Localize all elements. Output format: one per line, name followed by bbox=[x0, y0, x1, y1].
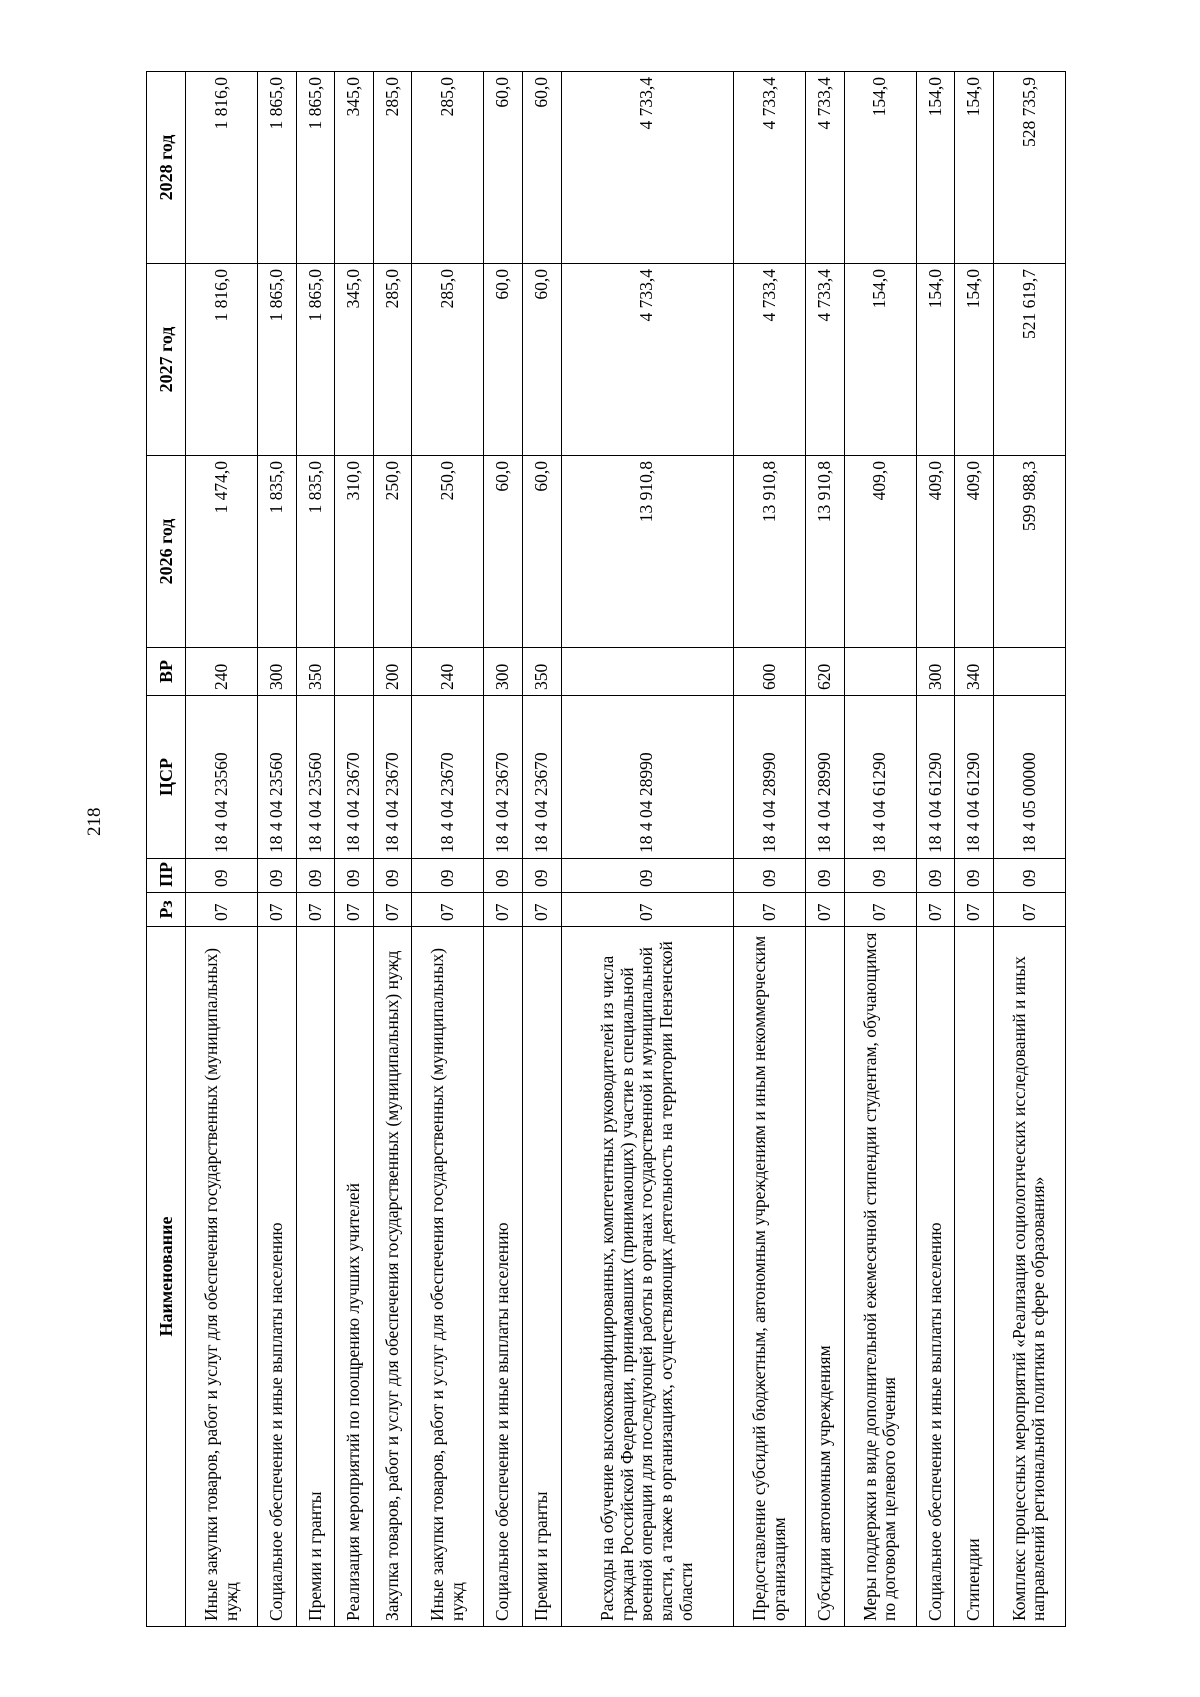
cell-2027: 4 733,4 bbox=[734, 264, 806, 456]
cell-2026: 13 910,8 bbox=[806, 456, 845, 648]
cell-2027: 4 733,4 bbox=[806, 264, 845, 456]
cell-csr: 18 4 04 23670 bbox=[335, 696, 374, 859]
cell-vr: 300 bbox=[484, 648, 523, 696]
cell-vr: 340 bbox=[955, 648, 994, 696]
cell-name: Премии и гранты bbox=[522, 927, 561, 1627]
cell-vr: 300 bbox=[258, 648, 297, 696]
cell-2028: 1 865,0 bbox=[296, 72, 335, 264]
table-row bbox=[522, 72, 561, 1627]
cell-vr bbox=[844, 648, 916, 696]
table-row bbox=[734, 72, 806, 1627]
header-2028: 2028 год bbox=[147, 72, 186, 264]
cell-rz: 07 bbox=[916, 893, 955, 927]
table-row bbox=[484, 72, 523, 1627]
cell-pr: 09 bbox=[561, 859, 733, 893]
cell-csr: 18 4 04 23560 bbox=[296, 696, 335, 859]
cell-vr: 200 bbox=[373, 648, 412, 696]
table-row bbox=[993, 72, 1065, 1627]
cell-vr: 600 bbox=[734, 648, 806, 696]
table-row bbox=[335, 72, 374, 1627]
header-2027: 2027 год bbox=[147, 264, 186, 456]
cell-name: Закупка товаров, работ и услуг для обеспечения государственных (муниципальных) нужд bbox=[373, 927, 412, 1627]
cell-2026: 310,0 bbox=[335, 456, 374, 648]
cell-2028: 60,0 bbox=[484, 72, 523, 264]
cell-vr bbox=[335, 648, 374, 696]
cell-pr: 09 bbox=[844, 859, 916, 893]
cell-2027: 345,0 bbox=[335, 264, 374, 456]
cell-2027: 1 865,0 bbox=[258, 264, 297, 456]
rotated-table-frame bbox=[146, 71, 1066, 1627]
cell-2026: 1 474,0 bbox=[186, 456, 258, 648]
cell-pr: 09 bbox=[955, 859, 994, 893]
cell-pr: 09 bbox=[296, 859, 335, 893]
cell-rz: 07 bbox=[844, 893, 916, 927]
cell-2028: 154,0 bbox=[844, 72, 916, 264]
cell-2028: 154,0 bbox=[955, 72, 994, 264]
cell-2028: 1 865,0 bbox=[258, 72, 297, 264]
cell-pr: 09 bbox=[373, 859, 412, 893]
cell-name: Социальное обеспечение и иные выплаты населению bbox=[484, 927, 523, 1627]
cell-pr: 09 bbox=[186, 859, 258, 893]
header-csr: ЦСР bbox=[147, 696, 186, 859]
cell-2028: 4 733,4 bbox=[561, 72, 733, 264]
cell-name: Иные закупки товаров, работ и услуг для обеспечения государственных (муниципальных) нужд bbox=[412, 927, 484, 1627]
cell-csr: 18 4 05 00000 bbox=[993, 696, 1065, 859]
cell-2027: 154,0 bbox=[844, 264, 916, 456]
cell-2027: 60,0 bbox=[484, 264, 523, 456]
table-row bbox=[412, 72, 484, 1627]
cell-name: Социальное обеспечение и иные выплаты населению bbox=[916, 927, 955, 1627]
cell-2028: 154,0 bbox=[916, 72, 955, 264]
cell-rz: 07 bbox=[258, 893, 297, 927]
header-name: Наименование bbox=[147, 927, 186, 1627]
cell-name: Предоставление субсидий бюджетным, автономным учреждениям и иным некоммерческим организациям bbox=[734, 927, 806, 1627]
cell-name: Субсидии автономным учреждениям bbox=[806, 927, 845, 1627]
cell-pr: 09 bbox=[484, 859, 523, 893]
table-row bbox=[186, 72, 258, 1627]
cell-csr: 18 4 04 23670 bbox=[522, 696, 561, 859]
cell-vr: 300 bbox=[916, 648, 955, 696]
cell-pr: 09 bbox=[806, 859, 845, 893]
cell-pr: 09 bbox=[734, 859, 806, 893]
cell-rz: 07 bbox=[412, 893, 484, 927]
cell-2027: 154,0 bbox=[916, 264, 955, 456]
cell-2027: 285,0 bbox=[412, 264, 484, 456]
cell-2027: 1 865,0 bbox=[296, 264, 335, 456]
cell-2028: 1 816,0 bbox=[186, 72, 258, 264]
cell-2026: 1 835,0 bbox=[296, 456, 335, 648]
table-row bbox=[955, 72, 994, 1627]
cell-csr: 18 4 04 61290 bbox=[916, 696, 955, 859]
cell-2026: 60,0 bbox=[484, 456, 523, 648]
cell-rz: 07 bbox=[335, 893, 374, 927]
cell-2026: 409,0 bbox=[916, 456, 955, 648]
page-number: 218 bbox=[84, 807, 105, 836]
budget-table bbox=[146, 71, 1066, 1627]
table-row bbox=[844, 72, 916, 1627]
cell-vr bbox=[993, 648, 1065, 696]
cell-csr: 18 4 04 23560 bbox=[258, 696, 297, 859]
cell-csr: 18 4 04 28990 bbox=[734, 696, 806, 859]
cell-2027: 285,0 bbox=[373, 264, 412, 456]
cell-rz: 07 bbox=[734, 893, 806, 927]
cell-csr: 18 4 04 23670 bbox=[484, 696, 523, 859]
cell-csr: 18 4 04 28990 bbox=[806, 696, 845, 859]
cell-rz: 07 bbox=[561, 893, 733, 927]
cell-2027: 60,0 bbox=[522, 264, 561, 456]
cell-2028: 285,0 bbox=[373, 72, 412, 264]
cell-rz: 07 bbox=[955, 893, 994, 927]
cell-2026: 409,0 bbox=[955, 456, 994, 648]
cell-2026: 250,0 bbox=[373, 456, 412, 648]
header-2026: 2026 год bbox=[147, 456, 186, 648]
cell-name: Расходы на обучение высококвалифицированных, компетентных руководителей из числа граждан Российской Федерации, принимавших (принимающих) участие в специальной военной операции для последующей работы в органах государственной и муниципальной власти, а также в организациях, осуществляющих деятельность на территории Пензенской области bbox=[561, 927, 733, 1627]
table-row bbox=[373, 72, 412, 1627]
cell-csr: 18 4 04 23670 bbox=[373, 696, 412, 859]
cell-2026: 13 910,8 bbox=[734, 456, 806, 648]
cell-2026: 409,0 bbox=[844, 456, 916, 648]
cell-name: Социальное обеспечение и иные выплаты населению bbox=[258, 927, 297, 1627]
cell-pr: 09 bbox=[412, 859, 484, 893]
cell-2027: 154,0 bbox=[955, 264, 994, 456]
cell-vr: 620 bbox=[806, 648, 845, 696]
cell-name: Иные закупки товаров, работ и услуг для обеспечения государственных (муниципальных) нужд bbox=[186, 927, 258, 1627]
cell-vr: 350 bbox=[522, 648, 561, 696]
header-pr: ПР bbox=[147, 859, 186, 893]
cell-2026: 599 988,3 bbox=[993, 456, 1065, 648]
cell-2028: 285,0 bbox=[412, 72, 484, 264]
cell-2027: 4 733,4 bbox=[561, 264, 733, 456]
cell-2026: 60,0 bbox=[522, 456, 561, 648]
header-rz: Рз bbox=[147, 893, 186, 927]
cell-pr: 09 bbox=[335, 859, 374, 893]
cell-name: Премии и гранты bbox=[296, 927, 335, 1627]
cell-csr: 18 4 04 23670 bbox=[412, 696, 484, 859]
table-row bbox=[258, 72, 297, 1627]
cell-vr: 350 bbox=[296, 648, 335, 696]
cell-2026: 250,0 bbox=[412, 456, 484, 648]
cell-2028: 4 733,4 bbox=[734, 72, 806, 264]
cell-pr: 09 bbox=[916, 859, 955, 893]
header-vr: ВР bbox=[147, 648, 186, 696]
cell-name: Меры поддержки в виде дополнительной ежемесячной стипендии студентам, обучающимся по договорам целевого обучения bbox=[844, 927, 916, 1627]
cell-name: Стипендии bbox=[955, 927, 994, 1627]
cell-2026: 1 835,0 bbox=[258, 456, 297, 648]
cell-2026: 13 910,8 bbox=[561, 456, 733, 648]
table-row bbox=[916, 72, 955, 1627]
cell-name: Комплекс процессных мероприятий «Реализация социологических исследований и иных направлений региональной политики в сфере образования» bbox=[993, 927, 1065, 1627]
cell-name: Реализация мероприятий по поощрению лучших учителей bbox=[335, 927, 374, 1627]
cell-2028: 4 733,4 bbox=[806, 72, 845, 264]
cell-2027: 521 619,7 bbox=[993, 264, 1065, 456]
cell-rz: 07 bbox=[186, 893, 258, 927]
cell-vr bbox=[561, 648, 733, 696]
cell-vr: 240 bbox=[412, 648, 484, 696]
cell-rz: 07 bbox=[993, 893, 1065, 927]
cell-2028: 528 735,9 bbox=[993, 72, 1065, 264]
cell-csr: 18 4 04 23560 bbox=[186, 696, 258, 859]
table-row bbox=[296, 72, 335, 1627]
cell-csr: 18 4 04 61290 bbox=[955, 696, 994, 859]
cell-rz: 07 bbox=[296, 893, 335, 927]
cell-pr: 09 bbox=[522, 859, 561, 893]
cell-vr: 240 bbox=[186, 648, 258, 696]
cell-rz: 07 bbox=[522, 893, 561, 927]
cell-2028: 345,0 bbox=[335, 72, 374, 264]
cell-csr: 18 4 04 28990 bbox=[561, 696, 733, 859]
table-row bbox=[561, 72, 733, 1627]
cell-2027: 1 816,0 bbox=[186, 264, 258, 456]
cell-pr: 09 bbox=[258, 859, 297, 893]
cell-2028: 60,0 bbox=[522, 72, 561, 264]
cell-csr: 18 4 04 61290 bbox=[844, 696, 916, 859]
cell-pr: 09 bbox=[993, 859, 1065, 893]
table-header-row bbox=[147, 72, 186, 1627]
cell-rz: 07 bbox=[373, 893, 412, 927]
cell-rz: 07 bbox=[806, 893, 845, 927]
table-row bbox=[806, 72, 845, 1627]
cell-rz: 07 bbox=[484, 893, 523, 927]
